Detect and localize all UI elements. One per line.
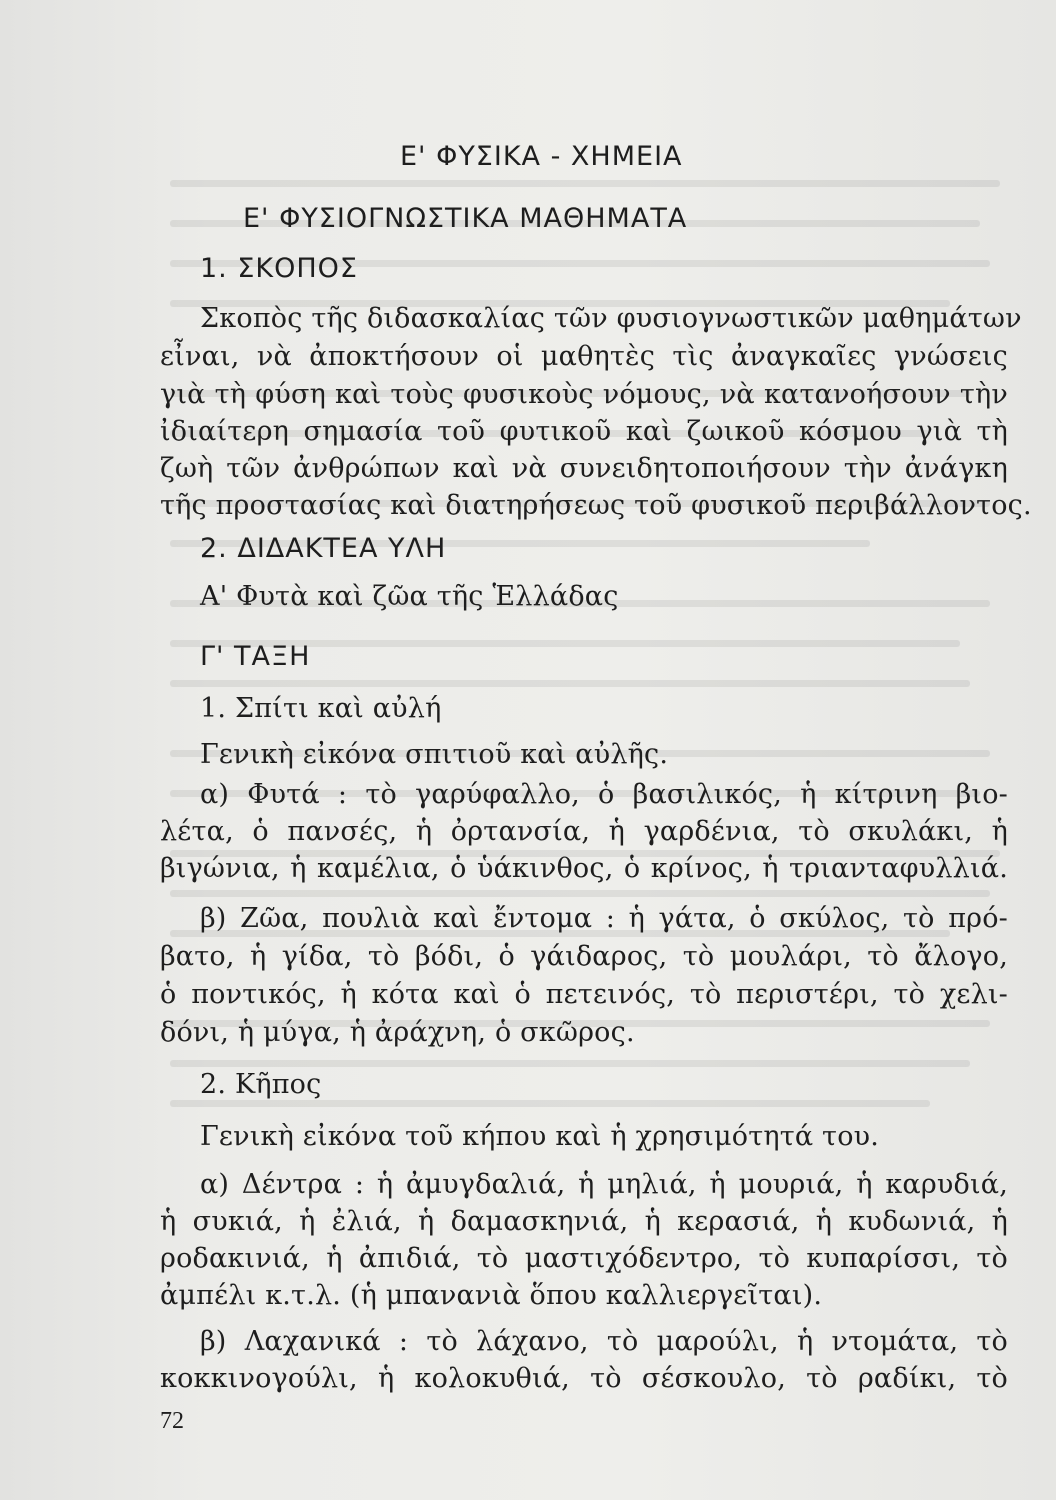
- paragraph-line: ὁ ποντικός, ἡ κότα καὶ ὁ πετεινός, τὸ περιστέρι, τὸ χελι-: [160, 979, 1008, 1010]
- paragraph-line: Σκοπὸς τῆς διδασκαλίας τῶν φυσιογνωστικῶν μαθημάτων: [200, 303, 1022, 334]
- goal-heading: 1. ΣΚΟΠΟΣ: [200, 253, 358, 284]
- paragraph-line: τῆς προστασίας καὶ διατηρήσεως τοῦ φυσικοῦ περιβάλλοντος.: [160, 490, 1032, 521]
- material-heading: 2. ΔΙΔΑΚΤΕΑ ΥΛΗ: [200, 533, 447, 564]
- chapter-heading: Ε' ΦΥΣΙΚΑ - ΧΗΜΕΙΑ: [400, 141, 683, 172]
- section-heading: Ε' ΦΥΣΙΟΓΝΩΣΤΙΚΑ ΜΑΘΗΜΑΤΑ: [243, 203, 688, 234]
- class-heading: Γ' ΤΑΞΗ: [200, 641, 311, 672]
- paragraph-line: β) Ζῶα, πουλιὰ καὶ ἔντομα : ἡ γάτα, ὁ σκύλος, τὸ πρό-: [200, 903, 1008, 934]
- paragraph-line: ἰδιαίτερη σημασία τοῦ φυτικοῦ καὶ ζωικοῦ κόσμου γιὰ τὴ: [160, 416, 1008, 447]
- paragraph-line: εἶναι, νὰ ἀποκτήσουν οἱ μαθητὲς τὶς ἀναγκαῖες γνώσεις: [160, 341, 1008, 372]
- paragraph-line: γιὰ τὴ φύση καὶ τοὺς φυσικοὺς νόμους, νὰ κατανοήσουν τὴν: [160, 379, 1008, 410]
- page-number: 72: [160, 1408, 184, 1434]
- paragraph-line: λέτα, ὁ πανσές, ἡ ὀρτανσία, ἡ γαρδένια, τὸ σκυλάκι, ἡ: [160, 816, 1008, 847]
- paragraph-line: α) Φυτά : τὸ γαρύφαλλο, ὁ βασιλικός, ἡ κίτρινη βιο-: [200, 779, 1008, 810]
- paragraph-line: βατο, ἡ γίδα, τὸ βόδι, ὁ γάιδαρος, τὸ μουλάρι, τὸ ἄλογο,: [160, 941, 1008, 972]
- paragraph-line: β) Λαχανικά : τὸ λάχανο, τὸ μαρούλι, ἡ ντομάτα, τὸ: [200, 1326, 1008, 1357]
- unit1-intro: Γενικὴ εἰκόνα σπιτιοῦ καὶ αὐλῆς.: [200, 739, 669, 770]
- paragraph-line: ἀμπέλι κ.τ.λ. (ἡ μπανανιὰ ὅπου καλλιεργεῖται).: [160, 1280, 823, 1311]
- paragraph-line: α) Δέντρα : ἡ ἀμυγδαλιά, ἡ μηλιά, ἡ μουριά, ἡ καρυδιά,: [200, 1169, 1008, 1200]
- paragraph-line: ροδακινιά, ἡ ἀπιδιά, τὸ μαστιχόδεντρο, τὸ κυπαρίσσι, τὸ: [160, 1243, 1008, 1274]
- paragraph-line: βιγώνια, ἡ καμέλια, ὁ ὑάκινθος, ὁ κρίνος, ἡ τριανταφυλλιά.: [160, 853, 1008, 884]
- paragraph-line: ἡ συκιά, ἡ ἐλιά, ἡ δαμασκηνιά, ἡ κερασιά, ἡ κυδωνιά, ἡ: [160, 1206, 1008, 1237]
- paragraph-line: ζωὴ τῶν ἀνθρώπων καὶ νὰ συνειδητοποιήσουν τὴν ἀνάγκη: [160, 453, 1008, 484]
- unit1-title: 1. Σπίτι καὶ αὐλή: [200, 693, 442, 724]
- unit2-intro: Γενικὴ εἰκόνα τοῦ κήπου καὶ ἡ χρησιμότητά του.: [200, 1121, 880, 1152]
- paragraph-line: κοκκινογούλι, ἡ κολοκυθιά, τὸ σέσκουλο, τὸ ραδίκι, τὸ: [160, 1363, 1008, 1394]
- unit2-title: 2. Κῆπος: [200, 1069, 322, 1100]
- subtitle-plants-animals: Α' Φυτὰ καὶ ζῶα τῆς Ἑλλάδας: [200, 581, 619, 612]
- paragraph-line: δόνι, ἡ μύγα, ἡ ἀράχνη, ὁ σκῶρος.: [160, 1017, 635, 1048]
